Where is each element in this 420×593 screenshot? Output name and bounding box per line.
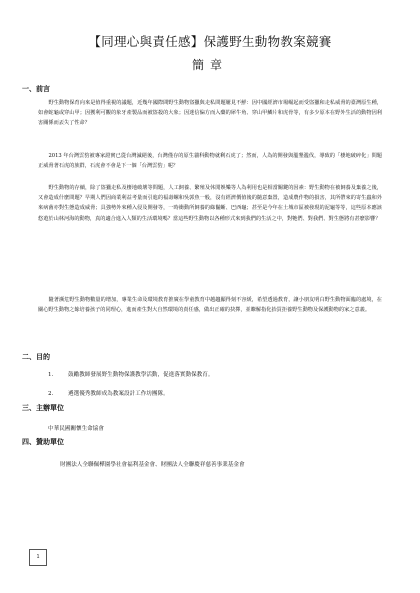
preface-paragraph: 2013 年台灣雲豹被專家證實已從台灣滅絕後，台灣僅存的原生貓科動物就剩石虎了；然而，人為的開發與濫墾濫伐，導致的「棲地破碎化」問題正威脅著石虎的族群，石虎會不會是下一個「台灣雲豹」呢？	[38, 153, 382, 170]
section-heading-preface: 一、前言	[22, 84, 50, 93]
goal-item	[48, 370, 213, 378]
preface-paragraph: 隨著濒危野生動物數量的增加，專業生命及環境教育推廣在學童教育中越趨顯得刻不容緩，希望透過教育，讓小朋友明白野生動物面臨的處境，在關心野生動物之餘培養孩子的同理心，進而產生對大自然環境的責任感，做出正確的抉擇，並瞭解指化抬買拒養野生動物及保護動物的家之意義。	[38, 297, 382, 314]
goal-number: 1.	[48, 372, 54, 378]
goal-item	[48, 389, 169, 397]
section-heading-organizer: 三、主辦單位	[22, 403, 64, 412]
goal-number: 2.	[48, 391, 54, 397]
section-heading-sponsor: 四、贊助單位	[22, 437, 64, 446]
preface-paragraph: 野生動物保育向來是值得重視的議題，近幾年國際間野生動物盜獵與走私問題屢見不鮮：因中國經濟市場崛起而受盜獵和走私威脅的臺灣原生種，如會蛇龜或穿山甲；因獲利可觀的象牙產製品而被盜殺的大象；因迷信偏方而入藥的犀牛角、穿山甲鱗片和虎骨等，有多少原本在野外生活的動物因利害關係而丟失了性命？	[38, 100, 382, 127]
document-subtitle: 簡章	[191, 58, 228, 72]
document-title: 【同理心與責任感】保護野生動物教案競賽	[88, 34, 332, 49]
sponsor-names: 財團法人全聯佩樺園學社會福利基金會、財團法人全聯慶祥慈善事業基金會	[60, 462, 245, 468]
page-number: 1	[29, 549, 47, 566]
goal-text: 鼓勵教師發展野生動物保護教學活動，促進落實動保教育。	[68, 372, 214, 378]
goal-text: 遴選優秀教師成為教案設計工作坊團隊。	[68, 391, 169, 397]
section-heading-goals: 二、目的	[22, 352, 50, 361]
organizer-name: 中華民國關懷生命協會	[48, 426, 104, 432]
preface-paragraph: 野生動物的存續，除了盜獵走私及棲地破壞等問題，人工飼養、繁殖及休閒娛樂等人為利用也是相當關鍵的因素：野生動物在被飼養及棄養之後，又會造成什麼問題？早期人們因商業利益考量而引進的福壽螺和吳郭魚一般，沒有經濟價值後的隨意棄置，造成農作物的損害，其所帶來的寄生蟲和外來病菌亦對生態造成威脅；具強勢外來種入侵及開發等，一時衝動所飼養的綠鬣蜥、巴西龜；甚至是今年在土城市區被發現的泥龜等等，這些原本應該悠遊於山林河海的動物，真的適合進入人類的生活環境嗎？當這些野生動物以各種形式來到我們的生活之中，對牠們、對我們、對生態將有甚麼影響？	[38, 185, 382, 222]
